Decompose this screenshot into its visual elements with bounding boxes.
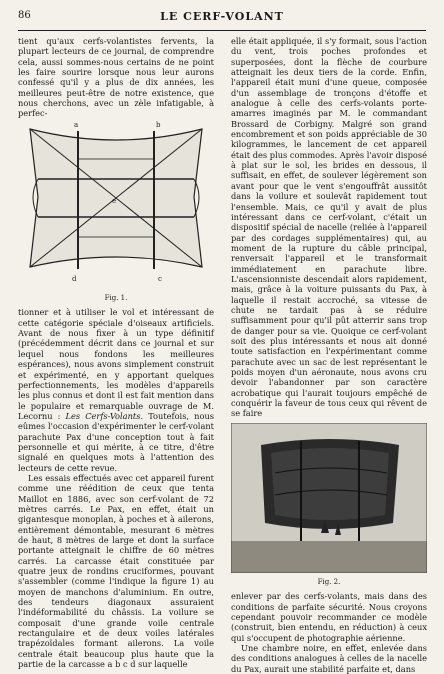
right-column <box>231 36 427 674</box>
left-paragraph-3: Les essais effectués avec cet appareil furent comme une réédition de ceux que tenta Maillot en 1886, avec son cerf-volant de 72 mètres carrés. Le Pax, en effet, était un gigantesque monoplan, à poches et à ailerons, entièrement démontable, mesurant 6 mètres de haut, 8 mètres de large et dont la surface portante atteignait le chiffre de 60 mètres carrés. La carcasse était constituée par quatre jeux de rondins cruciformes, pouvant s'assembler (comme l'indique la figure 1) au moyen de manchons d'aluminium. En outre, des tendeurs diagonaux assuraient l'indéformabilité du châssis. La voilure se composait d'une grande voile centrale rectangulaire et de deux voiles latérales trapézoïdales formant ailerons. La voile centrale était beaucoup plus haute que la partie de la carcasse a b c d sur laquelle <box>18 472 214 670</box>
right-paragraph-1: elle était appliquée, il s'y formait, sous l'action du vent, trois poches profondes et superposées, dont la flèche de courbure atteignait les deux tiers de la corde. Enfin, l'appareil était muni d'une queue, composée d'un assemblage de tronçons d'étoffe et analogue à celle des cerfs-volants porte-amarres imaginés par M. le commandant Brossard de Corbigny. Malgré son grand encombrement et son poids appréciable de 30 kilogrammes, le lancement de cet appareil était des plus commodes. Après l'avoir disposé à plat sur le sol, les brides en dessous, il suffisait, en effet, de soulever légèrement son avant pour que le vent s'engouffrât aussitôt dans la voilure et soulevât rapidement tout l'ensemble. Mais, ce qu'il y avait de plus intéressant dans ce cerf-volant, c'était un dispositif spécial de nacelle (reliée à l'appareil par des cordages supplémentaires) qui, au moment de la rupture du câble principal, renversait l'appareil et le transformait immédiatement en parachute libre. L'ascensionniste descendait alors rapidement, mais, grâce à la voiture puissants du Pax, à laquelle il restait accroché, sa vitesse de chute ne tardait pas à se réduire suffisamment pour qu'il pût atterrir sans trop de danger pour sa vie. Quoique ce cerf-volant soit des plus intéressants et nous ait donné toute satisfaction en l'expérimentant comme parachute avec un sac de lest représentant le poids moyen d'un aéronaute, nous avons cru devoir l'abandonner par son caractère acrobatique qui l'aurait toujours empêché de conquérir la faveur de tous ceux qui rêvent de se faire <box>231 36 427 419</box>
page-number: 86 <box>18 10 31 21</box>
figure-1 <box>18 119 214 304</box>
right-paragraph-3: Une chambre noire, en effet, enlevée dans des conditions analogues à celles de la nacelle du Pax, aurait une stabilité parfaite et, dans <box>231 643 427 674</box>
figure-2 <box>231 423 427 588</box>
figure-1-caption: Fig. 1. <box>104 294 128 303</box>
fig1-label-d: d <box>72 274 77 283</box>
right-paragraph-2: enlever par des cerfs-volants, mais dans des conditions de parfaite sécurité. Nous croyons cependant pouvoir recommander ce modèle (construit, bien entendu, en réduction) à ceux qui s'occupent de photographie aérienne. <box>231 591 427 643</box>
left-paragraph-1: tient qu'aux cerfs-volantistes fervents, la plupart lecteurs de ce journal, de comprendre cela, aussi sommes-nous certains de ne point les faire sourire lorsque nous leur aurons confessé qu'il y a plus de dix années, les meilleures peut-être de notre existence, que nous cherchons, avec un zèle infatigable, à perfec- <box>18 36 214 119</box>
journal-title: LE CERF-VOLANT <box>160 10 284 23</box>
header-rule <box>18 30 426 31</box>
figure-2-caption: Fig. 2. <box>317 578 341 587</box>
left-paragraph-2: tionner et à utiliser le vol et intéressant de cette catégorie spéciale d'oiseaux artificiels. Avant de nous fixer à un type définitif (précédemment décrit dans ce journal et sur lequel nous fondons les meilleures espérances), nous avons simplement construit et expérimenté, en y apportant quelques perfectionnements, les modèles d'appareils les plus connus et dont il est fait mention dans le populaire et remarquable ouvrage de M. Lecornu : Les Cerfs-Volants. Toutefois, nous eûmes l'occasion d'expérimenter le cerf-volant parachute Pax d'une conception tout à fait personnelle et qui mérite, à ce titre, d'être signalé en quelques mots à l'attention des lecteurs de cette revue. <box>18 307 214 473</box>
kite-frame-diagram <box>18 119 214 289</box>
kite-photograph <box>231 423 427 573</box>
fig1-label-e: e <box>112 196 117 205</box>
fig1-label-c: c <box>158 274 162 283</box>
book-title: Les Cerfs-Volants <box>65 410 141 421</box>
left-column <box>18 36 214 669</box>
fig1-label-a: a <box>74 120 79 129</box>
fig1-label-b: b <box>156 120 161 129</box>
page-header <box>18 10 426 26</box>
